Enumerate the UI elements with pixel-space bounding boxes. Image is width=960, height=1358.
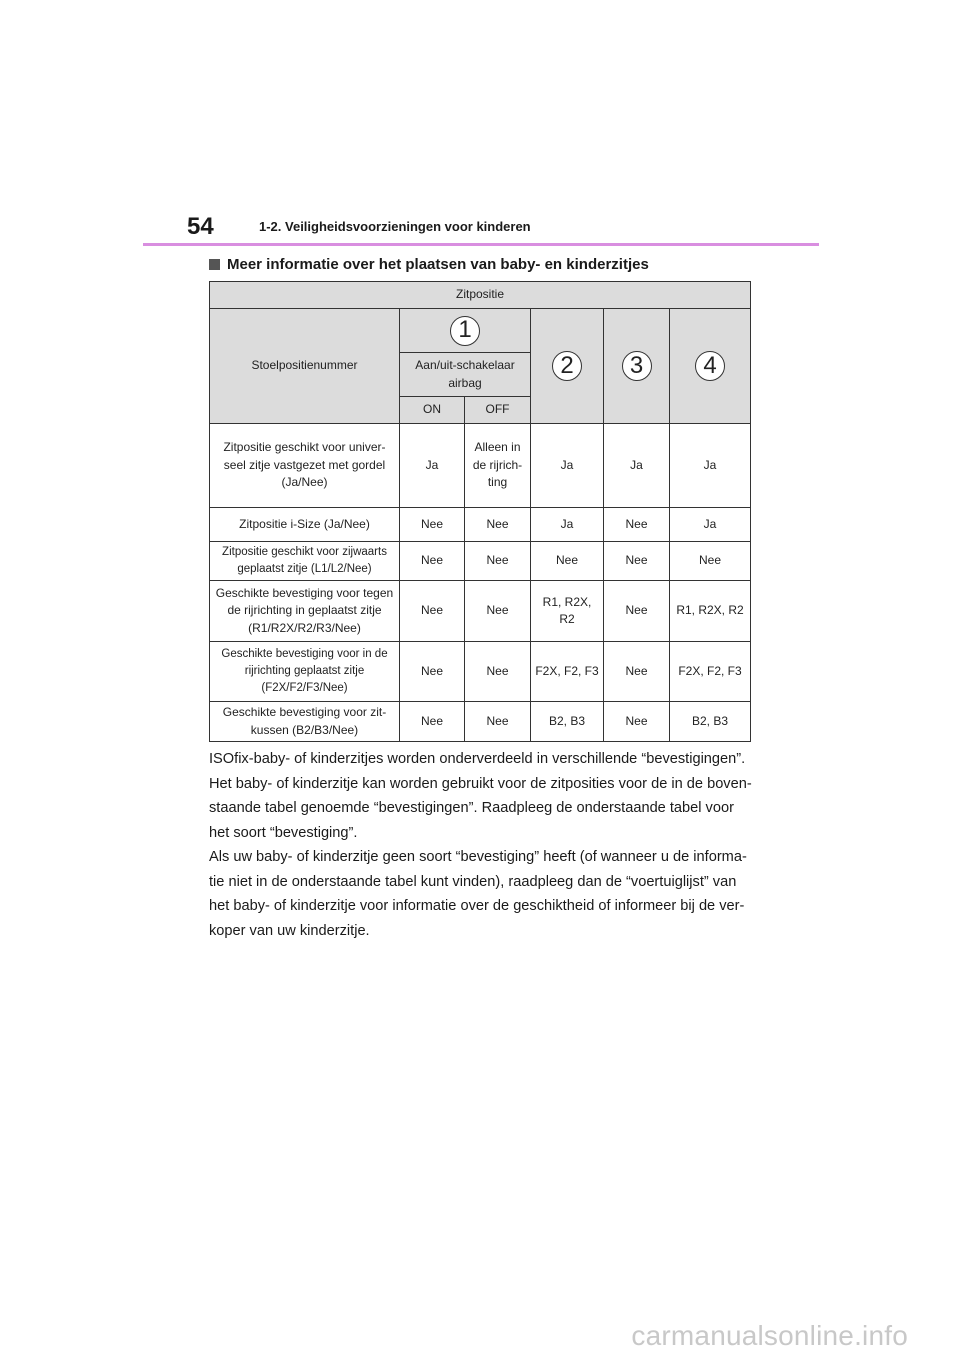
cell-on: Nee xyxy=(400,508,465,542)
seat-number-4-icon: 4 xyxy=(695,351,725,381)
cell-off: Nee xyxy=(465,581,531,642)
cell-seat-4: Ja xyxy=(670,424,751,508)
square-bullet-icon xyxy=(209,259,220,270)
row-label: Geschikte bevestiging voor tegen de rijrichting in geplaatst zitje (R1/R2X/R2/R3/Nee) xyxy=(210,581,400,642)
header-zitpositie: Zitpositie xyxy=(210,282,751,309)
cell-seat-2: R1, R2X, R2 xyxy=(531,581,604,642)
chapter-title: 1-2. Veiligheidsvoorzieningen voor kinderen xyxy=(259,219,531,234)
cell-seat-4: F2X, F2, F3 xyxy=(670,642,751,702)
row-label: Zitpositie geschikt voor univer-seel zitje vastgezet met gordel (Ja/Nee) xyxy=(210,424,400,508)
cell-on: Nee xyxy=(400,542,465,581)
row-label: Geschikte bevestiging voor in de rijrichting geplaatst zitje (F2X/F2/F3/Nee) xyxy=(210,642,400,702)
cell-seat-3: Nee xyxy=(604,581,670,642)
header-seat-label: Stoelpositienummer xyxy=(210,309,400,424)
table-row xyxy=(210,581,751,642)
on-header: ON xyxy=(400,397,465,424)
body-text xyxy=(209,747,754,943)
table-row xyxy=(210,424,751,508)
seat-number-3-icon: 3 xyxy=(622,351,652,381)
table-row xyxy=(210,702,751,742)
row-label: Geschikte bevestiging voor zit-kussen (B2/B3/Nee) xyxy=(210,702,400,742)
header-rule xyxy=(143,243,819,246)
watermark: carmanualsonline.info xyxy=(631,1320,908,1351)
cell-off: Nee xyxy=(465,508,531,542)
paragraph-fixtures: ISOfix-baby- of kinderzitjes worden onderverdeeld in verschillende “bevestigingen”. Het baby- of kinderzitje kan worden gebruikt voor de zitposities voor de in de boven-staande tabel genoemde “bevestigingen”. Raadpleeg de onderstaande tabel voor het soort “bevestiging”. xyxy=(209,751,752,841)
section-title: Meer informatie over het plaatsen van baby- en kinderzitjes xyxy=(227,256,649,273)
cell-seat-3: Nee xyxy=(604,702,670,742)
seat-4-header xyxy=(670,309,751,424)
cell-seat-3: Nee xyxy=(604,508,670,542)
cell-seat-3: Nee xyxy=(604,542,670,581)
page-number: 54 xyxy=(187,213,214,240)
cell-seat-2: F2X, F2, F3 xyxy=(531,642,604,702)
cell-seat-4: Ja xyxy=(670,508,751,542)
row-label: Zitpositie geschikt voor zijwaarts geplaatst zitje (L1/L2/Nee) xyxy=(210,542,400,581)
cell-seat-4: B2, B3 xyxy=(670,702,751,742)
cell-seat-2: Nee xyxy=(531,542,604,581)
cell-seat-2: Ja xyxy=(531,508,604,542)
cell-seat-4: Nee xyxy=(670,542,751,581)
table-row xyxy=(210,642,751,702)
seat-1-header xyxy=(400,309,531,353)
off-header: OFF xyxy=(465,397,531,424)
cell-seat-3: Ja xyxy=(604,424,670,508)
table-row xyxy=(210,508,751,542)
seat-number-1-icon: 1 xyxy=(450,316,480,346)
cell-off: Alleen in de rijrich-ting xyxy=(465,424,531,508)
cell-seat-3: Nee xyxy=(604,642,670,702)
seat-2-header xyxy=(531,309,604,424)
cell-seat-2: B2, B3 xyxy=(531,702,604,742)
cell-off: Nee xyxy=(465,702,531,742)
cell-on: Nee xyxy=(400,642,465,702)
cell-off: Nee xyxy=(465,642,531,702)
paragraph-vehicle-list: Als uw baby- of kinderzitje geen soort “bevestiging” heeft (of wanneer u de informa-tie niet in de onderstaande tabel kunt vinden), raadpleeg dan de “voertuiglijst” van het baby- of kinderzitje voor informatie over de geschiktheid of informeer bij de ver-koper van uw kinderzitje. xyxy=(209,849,747,939)
seat-position-table xyxy=(209,281,751,742)
table-row xyxy=(210,542,751,581)
section-heading xyxy=(209,256,649,273)
cell-on: Ja xyxy=(400,424,465,508)
cell-seat-2: Ja xyxy=(531,424,604,508)
cell-seat-4: R1, R2X, R2 xyxy=(670,581,751,642)
cell-on: Nee xyxy=(400,702,465,742)
airbag-switch-header: Aan/uit-schakelaar airbag xyxy=(400,353,531,397)
cell-on: Nee xyxy=(400,581,465,642)
cell-off: Nee xyxy=(465,542,531,581)
row-label: Zitpositie i-Size (Ja/Nee) xyxy=(210,508,400,542)
seat-number-2-icon: 2 xyxy=(552,351,582,381)
seat-3-header xyxy=(604,309,670,424)
